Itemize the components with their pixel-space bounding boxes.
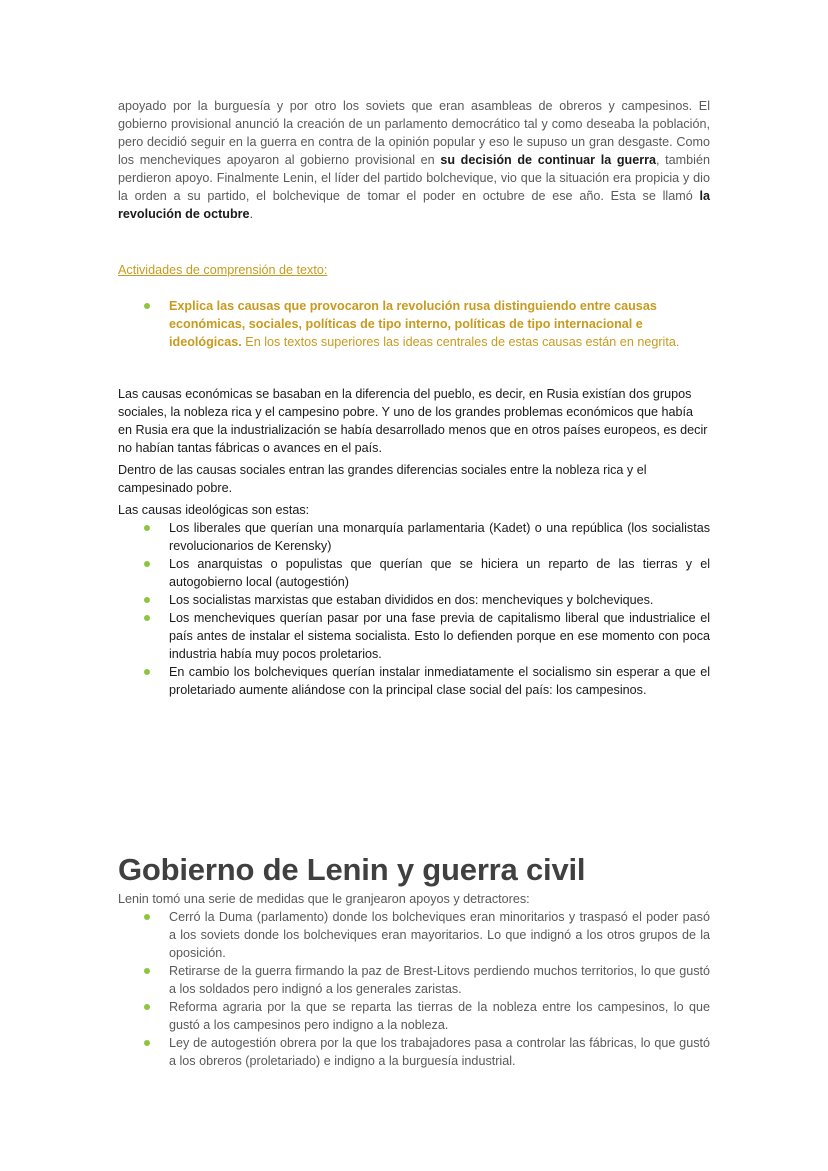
answers-section bbox=[118, 385, 710, 699]
list-item: Reforma agraria por la que se reparta las tierras de la nobleza entre los campesinos, lo que gustó a los campesinos pero indigno a la nobleza. bbox=[118, 998, 710, 1034]
intro-text-2: , también perdieron apoyo. Finalmente Lenin, el líder del partido bolchevique, vio que la situación era propicia y dio la orden a su partido, el bolchevique de tomar el poder en octubre de ese año. Esta se llamó bbox=[118, 153, 710, 203]
list-item: Cerró la Duma (parlamento) donde los bolcheviques eran minoritarios y traspasó el poder pasó a los soviets donde los bolcheviques eran mayoritarios. Lo que indignó a los otros grupos de la oposición. bbox=[118, 908, 710, 962]
list-item: Los liberales que querían una monarquía parlamentaria (Kadet) o una república (los socialistas revolucionarios de Kerensky) bbox=[118, 519, 710, 555]
lenin-intro: Lenin tomó una serie de medidas que le granjearon apoyos y detractores: bbox=[118, 892, 530, 906]
list-item: En cambio los bolcheviques querían instalar inmediatamente el socialismo sin esperar a que el proletariado aumente aliándose con la principal clase social del país: los campesinos. bbox=[118, 663, 710, 699]
bullet-icon bbox=[144, 303, 150, 309]
social-causes: Dentro de las causas sociales entran las grandes diferencias sociales entre la nobleza rica y el campesinado pobre. bbox=[118, 463, 647, 495]
activity-item bbox=[118, 297, 710, 351]
ideological-list bbox=[118, 519, 710, 699]
bullet-icon bbox=[144, 968, 150, 974]
intro-text-1: apoyado por la burguesía y por otro los soviets que eran asambleas de obreros y campesinos. El gobierno provisional anunció la creación de un parlamento democrático tal y como deseaba la población, pero decidió seguir en la guerra en contra de la opinión popular y eso le supuso un gran desgaste. Como los mencheviques apoyaron al gobierno provisional en bbox=[118, 99, 710, 167]
list-item: Los anarquistas o populistas que querían que se hiciera un reparto de las tierras y el autogobierno local (autogestión) bbox=[118, 555, 710, 591]
bullet-icon bbox=[144, 1004, 150, 1010]
bullet-icon bbox=[144, 914, 150, 920]
list-item: Ley de autogestión obrera por la que los trabajadores pasa a controlar las fábricas, lo que gustó a los obreros (proletariado) e indigno a la burguesía industrial. bbox=[118, 1034, 710, 1070]
activity-item-rest: En los textos superiores las ideas centrales de estas causas están en negrita. bbox=[241, 335, 680, 349]
section-heading: Gobierno de Lenin y guerra civil bbox=[118, 852, 586, 887]
intro-paragraph bbox=[118, 97, 710, 223]
list-item: Los socialistas marxistas que estaban divididos en dos: mencheviques y bolcheviques. bbox=[118, 591, 710, 609]
economic-causes: Las causas económicas se basaban en la diferencia del pueblo, es decir, en Rusia existían dos grupos sociales, la nobleza rica y el campesino pobre. Y uno de los grandes problemas económicos que había en Rusia era que la industrialización se había desarrollado menos que en otros países europeos, es decir no habían tantas fábricas o avances en el país. bbox=[118, 387, 708, 455]
list-item: Retirarse de la guerra firmando la paz de Brest-Litovs perdiendo muchos territorios, lo que gustó a los soldados pero indignó a los generales zaristas. bbox=[118, 962, 710, 998]
activity-item-bold: Explica las causas que provocaron la revolución rusa distinguiendo entre causas económicas, sociales, políticas de tipo interno, políticas de tipo internacional e ideológicas. bbox=[169, 299, 657, 349]
activities-title: Actividades de comprensión de texto: bbox=[118, 263, 328, 277]
bullet-icon bbox=[144, 615, 150, 621]
intro-text-3: . bbox=[249, 207, 254, 221]
bullet-icon bbox=[144, 525, 150, 531]
ideological-intro: Las causas ideológicas son estas: bbox=[118, 503, 310, 517]
bullet-icon bbox=[144, 669, 150, 675]
bullet-icon bbox=[144, 597, 150, 603]
lenin-section bbox=[118, 890, 710, 1070]
bullet-icon bbox=[144, 561, 150, 567]
bullet-icon bbox=[144, 1040, 150, 1046]
list-item: Los mencheviques querían pasar por una fase previa de capitalismo liberal que industrialice el país antes de instalar el sistema socialista. Esto lo defienden porque en ese momento con poca industria había muy pocos proletarios. bbox=[118, 609, 710, 663]
intro-bold-1: su decisión de continuar la guerra bbox=[440, 153, 657, 167]
activities-list bbox=[118, 297, 710, 351]
intro-bold-2: la revolución de octubre bbox=[118, 189, 710, 221]
lenin-measures-list bbox=[118, 908, 710, 1070]
